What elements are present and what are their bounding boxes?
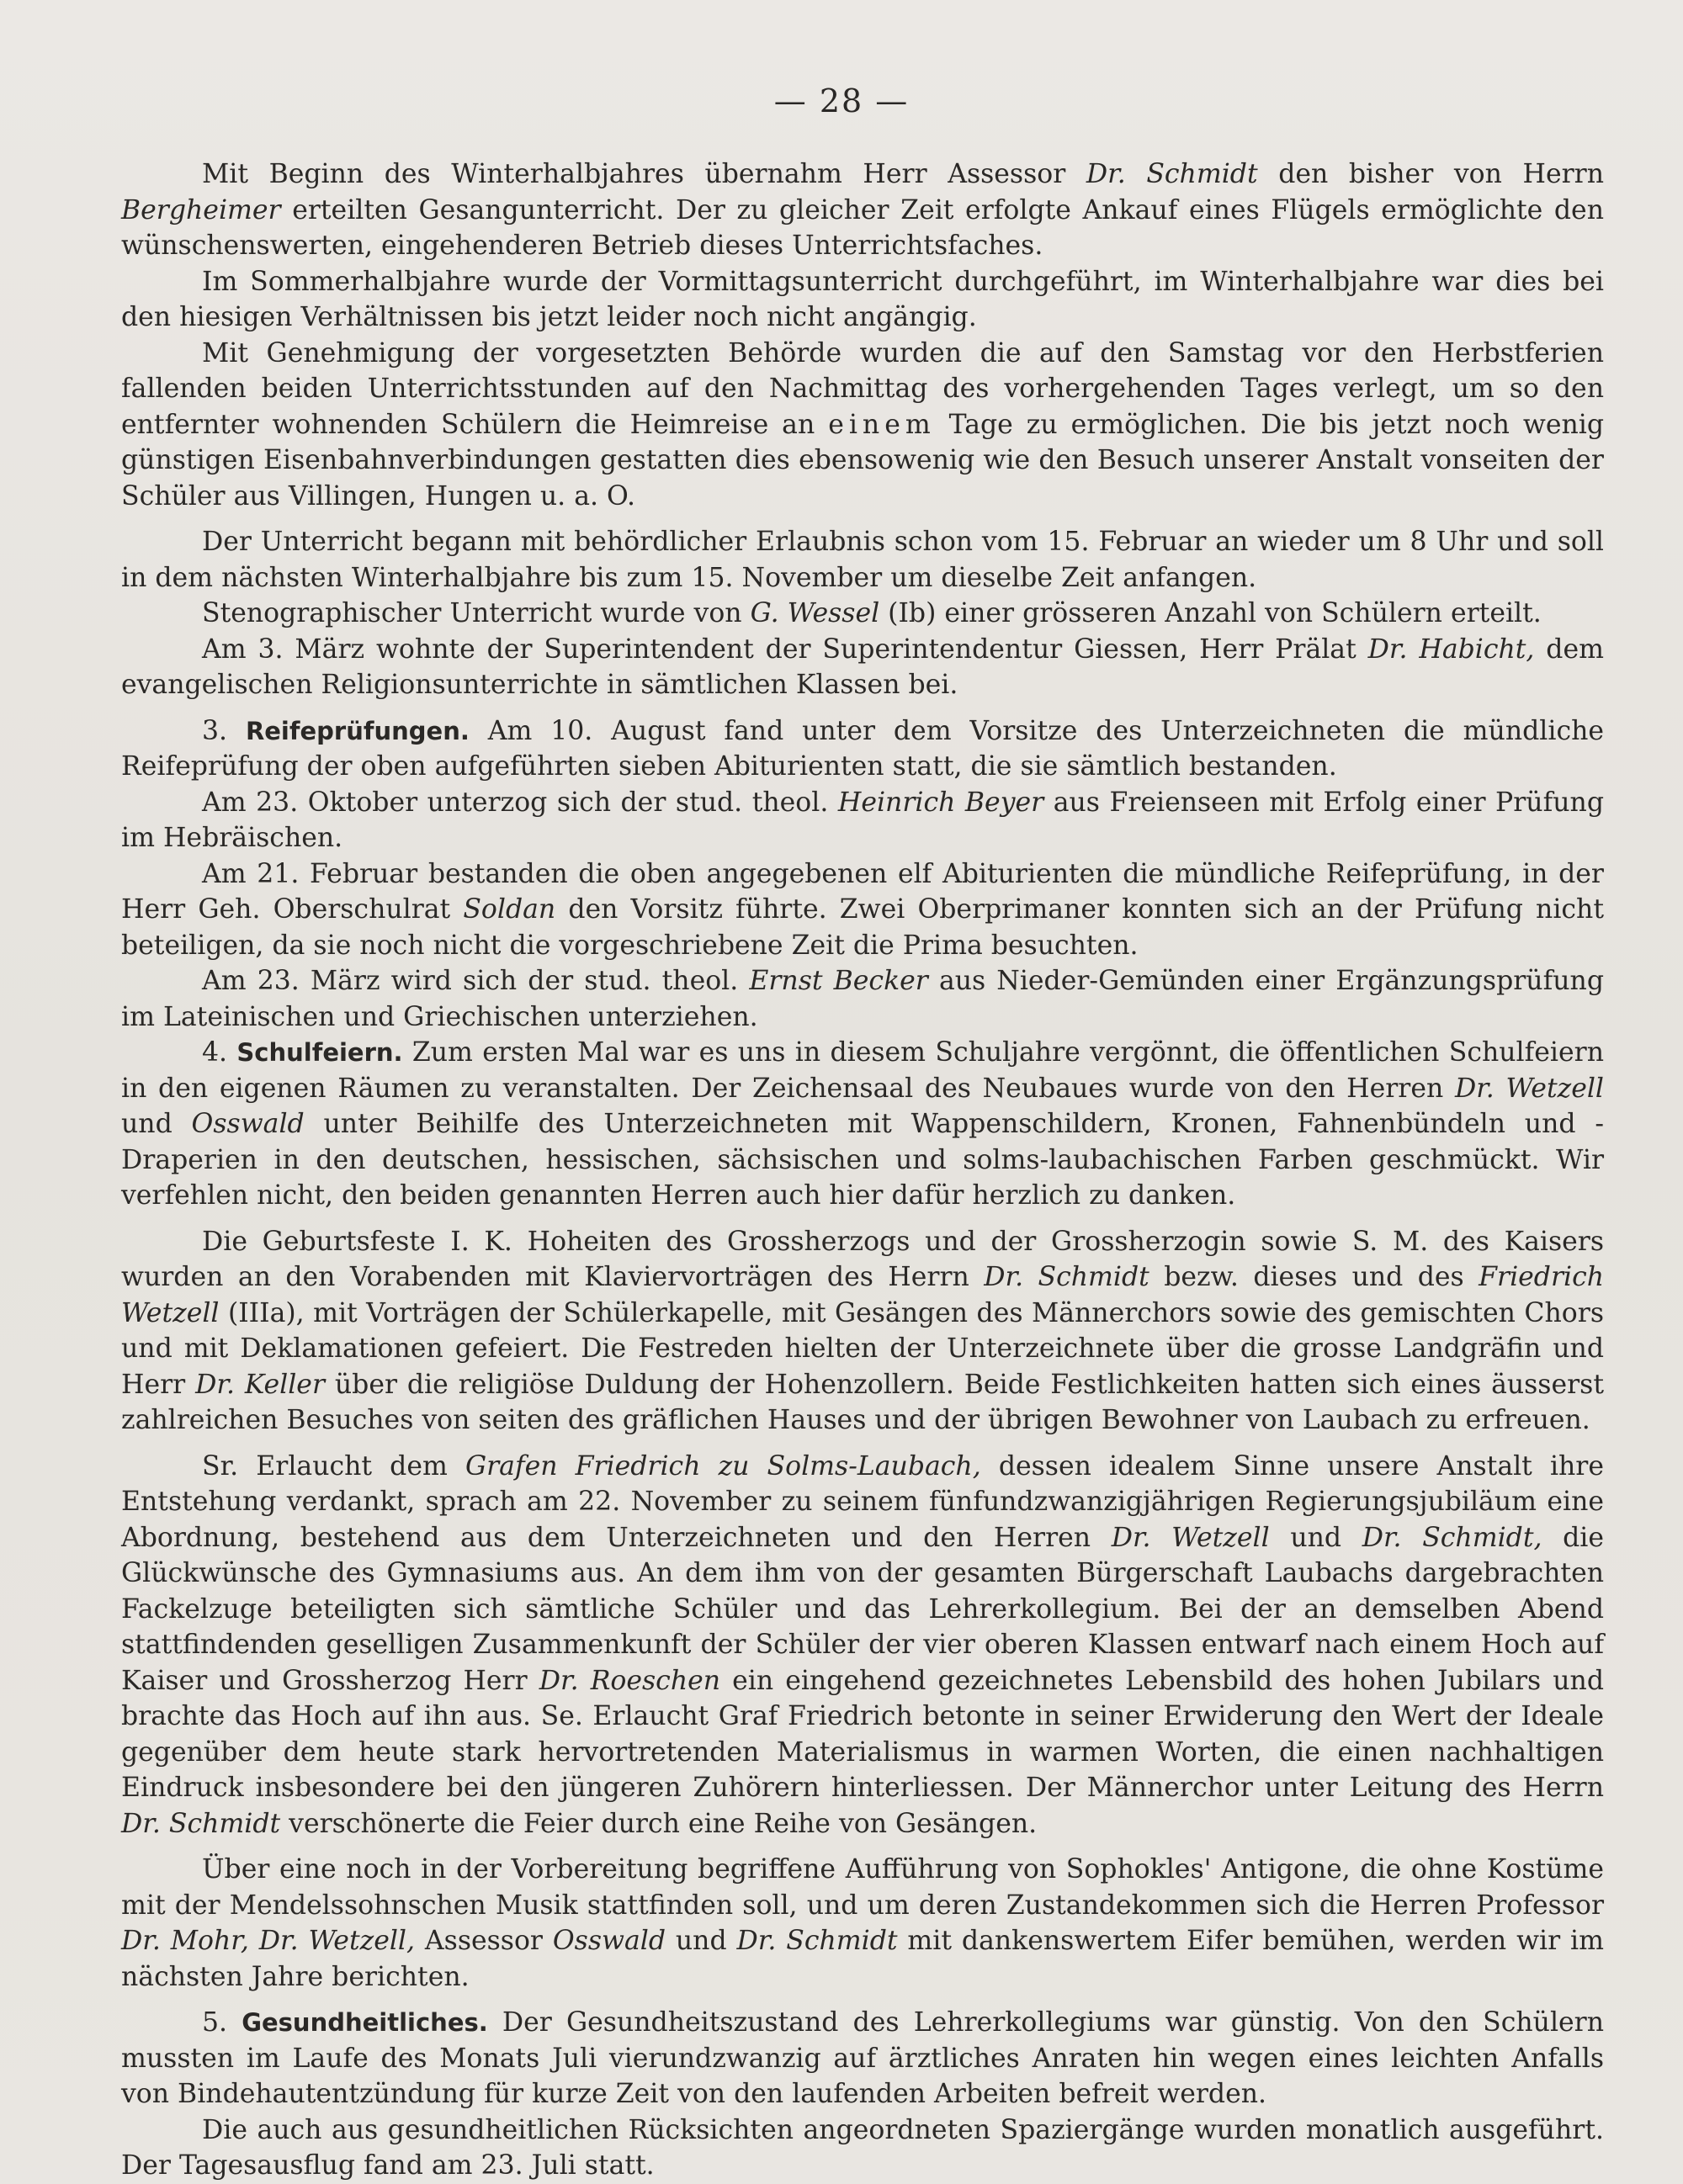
text-run: Die auch aus gesundheitlichen Rücksichten angeordneten Spaziergänge wurden monatlich ausgeführt. Der Tagesausflug fand am 23. Juli statt. xyxy=(121,2114,1604,2181)
page-number: — 28 — xyxy=(773,82,910,119)
text-run: aus Freienseen mit Erfolg einer Prüfung im Hebräischen. xyxy=(121,787,1604,853)
text-run: Der Unterricht begann mit behördlicher Erlaubnis schon vom 15. Februar an wieder um 8 Uhr und soll in dem nächsten Winterhalbjahre bis zum 15. November um dieselbe Zeit anfangen. xyxy=(121,527,1604,593)
paragraph-samstag xyxy=(121,336,1604,515)
text-run: Dr. Schmidt xyxy=(736,1926,898,1956)
text-run: Der Gesundheitszustand des Lehrerkollegiums war günstig. Von den Schülern mussten im Laufe des Monats Juli vierundzwanzig auf ärztliches Anraten hin wegen eines leichten Anfalls von Bindehautentzündung für kurze Zeit von den laufenden Arbeiten befreit werden. xyxy=(121,2007,1605,2109)
paragraph-abiturienten xyxy=(121,856,1604,964)
text-run: Dr. Schmidt, xyxy=(1362,1522,1542,1553)
section-gesundheitliches xyxy=(121,2005,1604,2112)
text-run: verschönerte die Feier durch eine Reihe von Gesängen. xyxy=(280,1808,1038,1839)
text-run: G. Wessel xyxy=(750,598,880,628)
paragraph-unterricht-beginn xyxy=(121,524,1604,596)
text-run: Stenographischer Unterricht wurde von xyxy=(202,598,751,628)
section-reifepruefungen xyxy=(121,713,1604,785)
text-run: dem evangelischen Religionsunterrichte in sämtlichen Klassen bei. xyxy=(121,633,1604,700)
text-run: Über eine noch in der Vorbereitung begriffene Aufführung von Sophokles' Antigone, die ohne Kostüme mit der Mendelssohnschen Musik stattfinden soll, und um deren Zustandekommen sich die Herren Professor xyxy=(121,1854,1604,1921)
text-run: Mit Genehmigung der vorgesetzten Behörde wurden die auf den Samstag vor den Herbstferien fallenden beiden Unterrichtsstunden auf den Nachmittag des vorhergehenden Tages verlegt, um so den entfernter wohnenden Schülern die Heimreise an xyxy=(121,337,1604,440)
text-run: Soldan xyxy=(463,894,556,925)
text-run: Bergheimer xyxy=(121,194,281,225)
text-run: den bisher von Herrn xyxy=(1257,159,1604,189)
text-run: Tage zu ermöglichen. Die bis jetzt noch wenig günstigen Eisenbahnverbindungen gestatten dies ebensowenig wie den Besuch unserer Anstalt vonseiten der Schüler aus Villingen, Hungen u. a. O. xyxy=(121,409,1604,512)
text-run: Am 21. Februar bestanden die oben angegebenen elf Abiturienten die mündliche Reifeprüfung, in der Herr Geh. Oberschulrat xyxy=(121,858,1604,925)
text-run: Heinrich Beyer xyxy=(837,787,1044,818)
text-run: Dr. Keller xyxy=(195,1369,326,1400)
paragraph-jubilaeum xyxy=(121,1449,1604,1842)
paragraph-becker xyxy=(121,963,1604,1035)
paragraph-stenographie xyxy=(121,596,1604,632)
text-run: Osswald xyxy=(552,1926,666,1956)
section-heading: Schulfeiern. xyxy=(236,1038,403,1067)
text-run: Ernst Becker xyxy=(749,966,928,996)
paragraph-geburtsfeste xyxy=(121,1224,1604,1439)
text-run: Dr. Roeschen xyxy=(539,1665,721,1696)
section-number: 4. xyxy=(202,1037,228,1068)
text-run: Am 10. August fand unter dem Vorsitze des Unterzeichneten die mündliche Reifeprüfung der oben aufgeführten sieben Abiturienten statt, die sie sämtlich bestanden. xyxy=(121,715,1605,782)
text-run: und xyxy=(666,1926,737,1956)
text-run: Assessor xyxy=(415,1926,553,1956)
text-run: Am 3. März wohnte der Superintendent der Superintendentur Giessen, Herr Prälat xyxy=(202,633,1368,665)
text-run: bezw. dieses und des xyxy=(1149,1262,1479,1292)
text-run: Im Sommerhalbjahre wurde der Vormittagsunterricht durchgeführt, im Winterhalbjahre war dies bei den hiesigen Verhältnissen bis jetzt leider noch nicht angängig. xyxy=(121,266,1604,332)
text-run: dessen idealem Sinne unsere Anstalt ihre Entstehung verdankt, sprach am 22. November zu seinem fünfundzwanzigjährigen Regierungsjubiläum eine Abordnung, bestehend aus dem Unterzeichneten und den Herren xyxy=(121,1450,1605,1553)
text-run: Dr. Mohr, Dr. Wetzell, xyxy=(121,1926,416,1956)
text-run: Osswald xyxy=(191,1109,305,1139)
text-run: und xyxy=(1269,1522,1362,1553)
section-number: 5. xyxy=(202,2007,228,2038)
text-run: (Ib) einer grösseren Anzahl von Schülern erteilt. xyxy=(879,598,1542,628)
paragraph-vormittagsunterricht xyxy=(121,264,1604,336)
section-heading: Gesundheitliches. xyxy=(242,2008,488,2037)
paragraph-praelat xyxy=(121,632,1604,703)
text-run: erteilten Gesangunterricht. Der zu gleicher Zeit erfolgte Ankauf eines Flügels ermöglichte den wünschenswerten, eingehenderen Betrieb dieses Unterrichtsfaches. xyxy=(121,194,1604,261)
text-run: einem xyxy=(828,409,936,440)
text-run: und xyxy=(121,1109,192,1139)
text-run: Die Geburtsfeste I. K. Hoheiten des Grossherzogs und der Grossherzogin sowie S. M. des Kaisers wurden an den Vorabenden mit Klaviervorträgen des Herrn xyxy=(121,1226,1604,1292)
text-run: Friedrich Wetzell xyxy=(121,1262,1605,1328)
text-run: ein eingehend gezeichnetes Lebensbild des hohen Jubilars und brachte das Hoch auf ihn aus. Se. Erlaucht Graf Friedrich betonte in seiner Erwiderung den Wert der Ideale gegenüber dem heute stark hervortretenden Materialismus in warmen Worten, die einen nachhaltigen Eindruck insbesondere bei den jüngeren Zuhörern hinterliessen. Der Männerchor unter Leitung des Herrn xyxy=(121,1665,1604,1803)
section-heading: Reifeprüfungen. xyxy=(245,716,470,745)
text-run: Dr. Wetzell xyxy=(1111,1522,1270,1553)
text-run: Dr. Schmidt xyxy=(121,1808,281,1839)
text-run: Dr. Wetzell xyxy=(1454,1073,1604,1104)
paragraph-gesangunterricht xyxy=(121,156,1604,264)
section-schulfeiern xyxy=(121,1035,1604,1214)
body-text xyxy=(121,156,1604,2184)
paragraph-spaziergaenge xyxy=(121,2112,1604,2184)
text-run: den Vorsitz führte. Zwei Oberprimaner konnten sich an der Prüfung nicht beteiligen, da sie noch nicht die vorgeschriebene Zeit die Prima besuchten. xyxy=(121,894,1604,961)
text-run: Am 23. Oktober unterzog sich der stud. theol. xyxy=(202,787,838,818)
paragraph-antigone xyxy=(121,1852,1604,1995)
text-run: (IIIa), mit Vorträgen der Schülerkapelle, mit Gesängen des Männerchors sowie des gemischten Chors und mit Deklamationen gefeiert. Die Festreden hielten der Unterzeichnete über die grosse Landgräfin und Herr xyxy=(121,1297,1604,1400)
text-run: Grafen Friedrich zu Solms-Laubach, xyxy=(465,1450,981,1482)
text-run: Am 23. März wird sich der stud. theol. xyxy=(202,966,750,996)
text-run: Mit Beginn des Winterhalbjahres übernahm Herr Assessor xyxy=(202,159,1086,189)
section-number: 3. xyxy=(202,715,228,746)
text-run: Dr. Schmidt xyxy=(1086,159,1258,189)
text-run: mit dankenswertem Eifer bemühen, werden wir im nächsten Jahre berichten. xyxy=(121,1926,1604,1992)
text-run: Sr. Erlaucht dem xyxy=(202,1450,465,1482)
text-run: unter Beihilfe des Unterzeichneten mit Wappenschildern, Kronen, Fahnenbündeln und -Draperien in den deutschen, hessischen, sächsischen und solms-laubachischen Farben geschmückt. Wir verfehlen nicht, den beiden genannten Herren auch hier dafür herzlich zu danken. xyxy=(121,1109,1604,1211)
text-run: Zum ersten Mal war es uns in diesem Schuljahre vergönnt, die öffentlichen Schulfeiern in den eigenen Räumen zu veranstalten. Der Zeichensaal des Neubaues wurde von den Herren xyxy=(121,1037,1604,1104)
text-run: Dr. Schmidt xyxy=(984,1262,1149,1292)
text-run: aus Nieder-Gemünden einer Ergänzungsprüfung im Lateinischen und Griechischen unterziehen. xyxy=(121,966,1604,1032)
paragraph-beyer xyxy=(121,785,1604,856)
text-run: über die religiöse Duldung der Hohenzollern. Beide Festlichkeiten hatten sich eines äusserst zahlreichen Besuches von seiten des gräflichen Hauses und der übrigen Bewohner von Laubach zu erfreuen. xyxy=(121,1369,1604,1435)
text-run: die Glückwünsche des Gymnasiums aus. An dem ihm von der gesamten Bürgerschaft Laubachs dargebrachten Fackelzuge beteiligten sich sämtliche Schüler und das Lehrerkollegium. Bei der an demselben Abend stattfindenden geselligen Zusammenkunft der Schüler der vier oberen Klassen entwarf nach einem Hoch auf Kaiser und Grossherzog Herr xyxy=(121,1522,1605,1696)
text-run: Dr. Habicht, xyxy=(1367,633,1535,665)
